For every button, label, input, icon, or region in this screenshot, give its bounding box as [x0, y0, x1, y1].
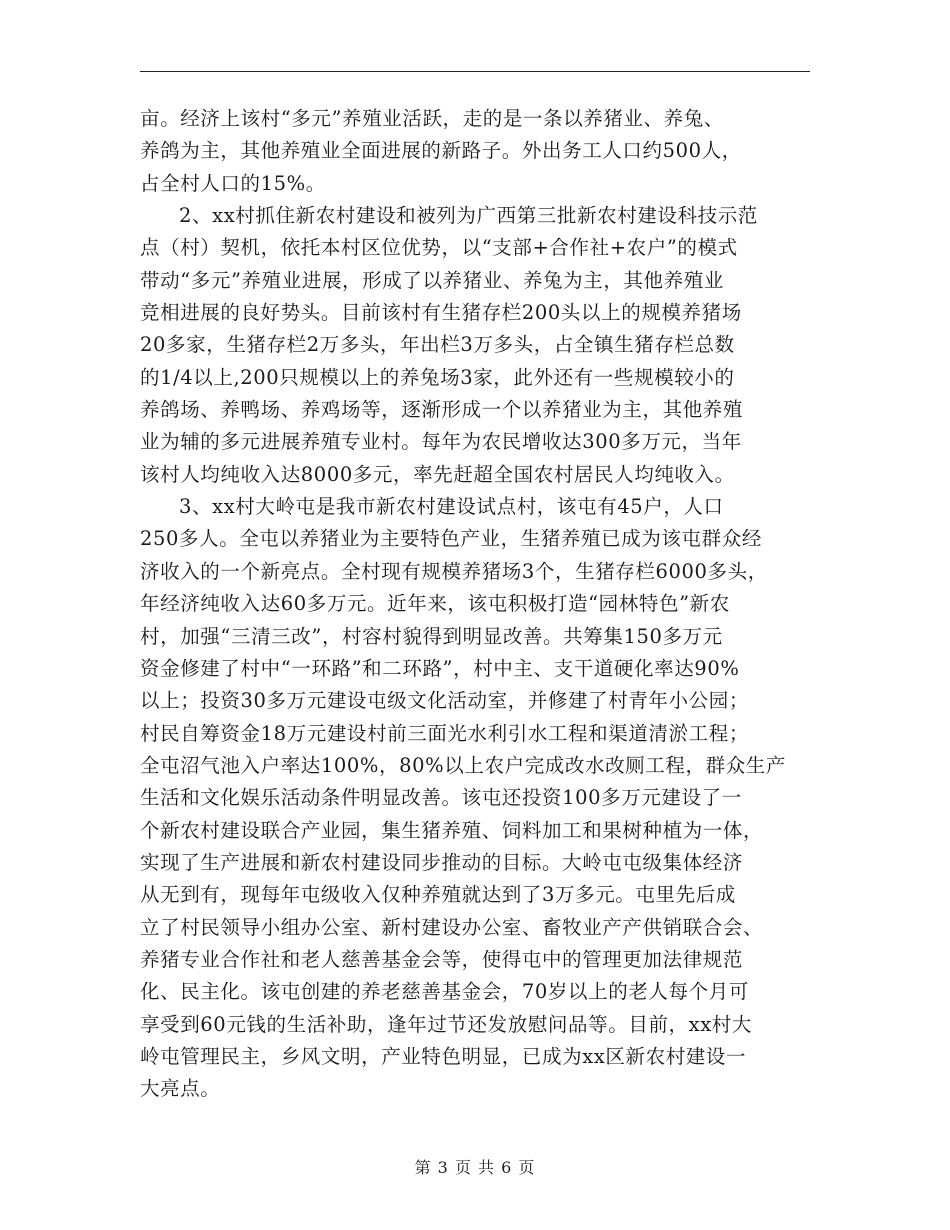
text-line: 个新农村建设联合产业园，集生猪养殖、饲料加工和果树种植为一体， [140, 818, 764, 842]
text-line: 亩。经济上该村“多元”养殖业活跃，走的是一条以养猪业、养兔、 [140, 107, 724, 130]
paragraph-2 [140, 200, 810, 491]
paragraph-1 [140, 103, 810, 200]
text-line: 生活和文化娱乐活动条件明显改善。该屯还投资100多万元建设了一 [140, 786, 742, 810]
text-line: 村，加强“三清三改”，村容村貌得到明显改善。共筹集150多万元 [140, 624, 723, 648]
page-number: 第 3 页 共 6 页 [414, 1158, 536, 1177]
text-line: 以上；投资30多万元建设屯级文化活动室，并修建了村青年小公园； [140, 689, 749, 713]
text-line: 2、xx村抓住新农村建设和被列为广西第三批新农村建设科技示范 [179, 204, 758, 228]
text-line: 养猪专业合作社和老人慈善基金会等，使得屯中的管理更加法律规范 [140, 947, 744, 971]
text-line: 年经济纯收入达60多万元。近年来，该屯积极打造“园林特色”新农 [140, 592, 730, 616]
text-line: 养鸽为主，其他养殖业全面进展的新路子。外出务工人口约500人， [140, 139, 742, 163]
text-line: 岭屯管理民主，乡风文明，产业特色明显，已成为xx区新农村建设一 [140, 1044, 747, 1068]
text-line: 享受到60元钱的生活补助，逢年过节还发放慰问品等。目前，xx村大 [140, 1012, 753, 1036]
header-rule [140, 71, 810, 72]
text-line: 占全村人口的15%。 [140, 171, 326, 195]
text-line: 的1/4以上,200只规模以上的养兔场3家，此外还有一些规模较小的 [140, 365, 735, 389]
text-line: 化、民主化。该屯创建的养老慈善基金会，70岁以上的老人每个月可 [140, 980, 749, 1004]
text-line: 带动“多元”养殖业进展，形成了以养猪业、养兔为主，其他养殖业 [140, 268, 724, 292]
text-line: 全屯沼气池入户率达100%，80%以上农户完成改水改厕工程，群众生产 [140, 753, 786, 777]
document-body [140, 103, 810, 1106]
text-line: 立了村民领导小组办公室、新村建设办公室、畜牧业产产供销联合会、 [140, 915, 764, 939]
text-line: 20多家，生猪存栏2万多头，年出栏3万多头，占全镇生猪存栏总数 [140, 333, 735, 357]
text-line: 3、xx村大岭屯是我市新农村建设试点村，该屯有45户，人口 [179, 495, 724, 519]
text-line: 点（村）契机，依托本村区位优势，以“支部+合作社+农户”的模式 [140, 236, 738, 260]
text-line: 竞相进展的良好势头。目前该村有生猪存栏200头以上的规模养猪场 [140, 301, 742, 325]
paragraph-3 [140, 491, 810, 1106]
text-line: 250多人。全屯以养猪业为主要特色产业，生猪养殖已成为该屯群众经 [140, 527, 762, 551]
text-line: 该村人均纯收入达8000多元，率先赶超全国农村居民人均纯收入。 [140, 462, 735, 486]
text-line: 济收入的一个新亮点。全村现有规模养猪场3个，生猪存栏6000多头， [140, 559, 768, 583]
text-line: 村民自筹资金18万元建设村前三面光水利引水工程和渠道清淤工程； [140, 721, 749, 745]
text-line: 养鸽场、养鸭场、养鸡场等，逐渐形成一个以养猪业为主，其他养殖 [140, 398, 744, 422]
text-line: 资金修建了村中“一环路”和二环路”，村中主、支干道硬化率达90% [140, 656, 740, 680]
text-line: 实现了生产进展和新农村建设同步推动的目标。大岭屯屯级集体经济 [140, 850, 744, 874]
text-line: 大亮点。 [140, 1077, 221, 1101]
text-line: 业为辅的多元进展养殖专业村。每年为农民增收达300多万元，当年 [140, 430, 742, 454]
text-line: 从无到有，现每年屯级收入仅种养殖就达到了3万多元。屯里先后成 [140, 883, 736, 907]
